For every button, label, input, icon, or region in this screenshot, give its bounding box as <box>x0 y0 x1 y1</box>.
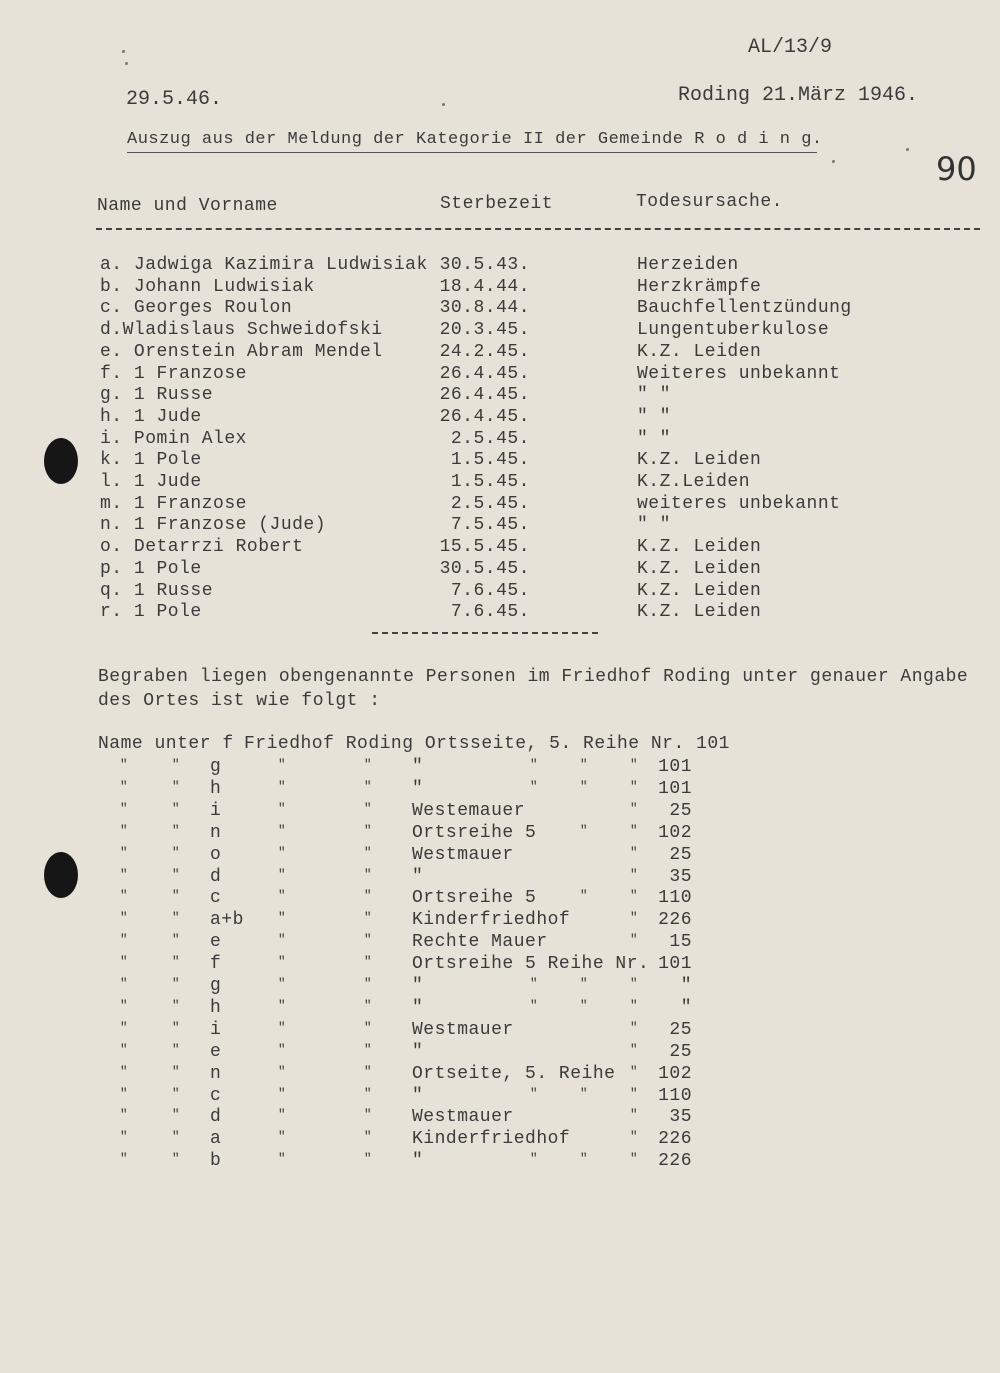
burial-place: " <box>412 866 424 887</box>
death-name: c. Georges Roulon <box>100 298 293 319</box>
ditto-mark: " <box>629 1063 639 1079</box>
ditto-mark: " <box>629 976 639 991</box>
death-date: 15.5.45. <box>439 537 530 558</box>
ditto-mark: " <box>629 1085 639 1101</box>
ditto-mark: " <box>579 1085 589 1101</box>
ditto-mark: " <box>363 932 373 948</box>
death-name: b. Johann Ludwisiak <box>100 276 315 297</box>
death-cause: K.Z. Leiden <box>637 537 762 558</box>
ditto-mark: " <box>171 932 181 948</box>
death-cause: Herzkrämpfe <box>637 276 762 297</box>
burial-place: Westemauer <box>412 800 526 821</box>
death-cause: Herzeiden <box>637 255 739 275</box>
ditto-mark: " <box>119 997 129 1013</box>
death-cause: K.Z. Leiden <box>637 341 762 362</box>
death-cause: K.Z. Leiden <box>637 580 762 601</box>
ditto-mark: " <box>171 1063 181 1079</box>
ditto-mark: " <box>277 822 287 838</box>
table-end-rule <box>372 632 598 634</box>
grave-number: 25 <box>669 1019 692 1040</box>
burial-place: Ortseite, 5. Reihe <box>412 1063 616 1084</box>
burial-letter: a <box>210 1129 222 1150</box>
ditto-mark: " <box>629 1151 639 1167</box>
ditto-mark: " <box>277 910 287 926</box>
death-date: 20.3.45. <box>439 320 530 341</box>
ditto-mark: " <box>171 778 181 794</box>
ditto-mark: " <box>171 910 181 926</box>
death-name: q. 1 Russe <box>100 580 214 601</box>
burial-letter: g <box>210 976 222 996</box>
death-date: 30.5.45. <box>439 558 530 579</box>
death-date: 24.2.45. <box>439 341 530 362</box>
ditto-mark: " <box>119 1063 129 1079</box>
burial-letter: d <box>210 866 222 887</box>
ditto-mark: " <box>579 976 589 991</box>
ditto-mark: " <box>171 800 181 816</box>
header-rule <box>96 228 980 230</box>
ditto-mark: " <box>171 757 181 772</box>
death-date: 26.4.45. <box>439 385 530 406</box>
burial-letter: i <box>210 800 222 821</box>
ditto-mark: " <box>363 1151 373 1167</box>
ditto-mark: " <box>277 778 287 794</box>
ditto-mark: " <box>629 800 639 816</box>
death-cause: K.Z. Leiden <box>637 558 762 579</box>
grave-number: 226 <box>658 910 692 931</box>
ditto-mark: " <box>529 1151 539 1167</box>
grave-number: 15 <box>669 932 692 953</box>
burial-place: Ortsreihe 5 <box>412 822 537 843</box>
ditto-mark: " <box>277 800 287 816</box>
ditto-mark: " <box>171 866 181 882</box>
burial-header-left: Name unter f <box>98 734 234 754</box>
burial-letter: i <box>210 1019 222 1040</box>
ditto-mark: " <box>119 976 129 991</box>
ditto-mark: " <box>629 932 639 948</box>
ditto-mark: " <box>363 997 373 1013</box>
ditto-mark: " <box>171 844 181 860</box>
grave-number: 101 <box>658 778 692 799</box>
ditto-mark: " <box>363 822 373 838</box>
document-title: Auszug aus der Meldung der Kategorie II der Gemeinde R o d i n g. <box>127 130 823 149</box>
death-name: p. 1 Pole <box>100 558 202 579</box>
death-name: f. 1 Franzose <box>100 363 247 384</box>
burial-letter: c <box>210 888 222 909</box>
ditto-mark: " <box>119 822 129 838</box>
ditto-mark: " <box>171 888 181 904</box>
speck <box>125 62 128 65</box>
ditto-mark: " <box>629 1129 639 1145</box>
ditto-mark: " <box>363 778 373 794</box>
ditto-mark: " <box>171 997 181 1013</box>
burial-intro-line-1: Begraben liegen obengenannte Personen im Friedhof Roding unter genauer Angabe <box>98 667 969 687</box>
ditto-mark: " <box>277 1129 287 1145</box>
death-cause: " " <box>637 428 671 449</box>
title-underline <box>127 152 817 153</box>
ditto-mark: " <box>119 1129 129 1145</box>
ditto-mark: " <box>171 976 181 991</box>
grave-number: 226 <box>658 1129 692 1150</box>
death-name: i. Pomin Alex <box>100 428 247 449</box>
speck <box>832 160 835 163</box>
grave-number: 102 <box>658 822 692 843</box>
burial-letter: h <box>210 997 222 1018</box>
burial-place: " <box>412 757 424 777</box>
ditto-mark: " <box>171 954 181 970</box>
ditto-mark: " <box>119 954 129 970</box>
ditto-mark: " <box>579 778 589 794</box>
ditto-mark: " <box>171 1129 181 1145</box>
ditto-mark: " <box>171 822 181 838</box>
grave-number: 101 <box>658 757 692 777</box>
ditto-mark: " <box>363 888 373 904</box>
death-date: 18.4.44. <box>439 276 530 297</box>
ditto-mark: " <box>277 976 287 991</box>
death-name: a. Jadwiga Kazimira Ludwisiak <box>100 255 428 275</box>
ditto-mark: " <box>363 1129 373 1145</box>
ditto-mark: " <box>119 757 129 772</box>
grave-number: 110 <box>658 1085 692 1106</box>
burial-letter: n <box>210 822 222 843</box>
ditto-mark: " <box>363 976 373 991</box>
grave-number: 35 <box>669 866 692 887</box>
burial-letter: n <box>210 1063 222 1084</box>
punch-hole-bottom <box>44 852 78 898</box>
ditto-mark: " <box>529 997 539 1013</box>
burial-letter: f <box>210 954 222 975</box>
ditto-mark: " <box>119 800 129 816</box>
burial-place: " <box>412 1041 424 1062</box>
death-cause: " " <box>637 385 671 406</box>
death-date: 30.8.44. <box>439 298 530 319</box>
ditto-mark: " <box>629 997 639 1013</box>
column-header-date: Sterbezeit <box>440 194 554 214</box>
ditto-mark: " <box>119 1085 129 1101</box>
death-cause: weiteres unbekannt <box>637 493 841 514</box>
death-date: 26.4.45. <box>439 363 530 384</box>
grave-number: 35 <box>669 1107 692 1128</box>
death-name: l. 1 Jude <box>100 472 202 492</box>
ditto-mark: " <box>363 866 373 882</box>
burial-letter: h <box>210 778 222 799</box>
death-date: 7.5.45. <box>450 515 530 536</box>
ditto-mark: " <box>363 1041 373 1057</box>
ditto-mark: " <box>629 1107 639 1123</box>
column-header-name: Name und Vorname <box>97 196 278 216</box>
grave-number: 25 <box>669 1041 692 1062</box>
death-name: r. 1 Pole <box>100 602 202 623</box>
death-cause: K.Z.Leiden <box>637 472 751 492</box>
burial-place: Ortsreihe 5 Reihe Nr. <box>412 954 650 975</box>
left-date: 29.5.46. <box>126 88 223 111</box>
burial-place: " <box>412 1151 424 1172</box>
burial-letter: a+b <box>210 910 244 931</box>
ditto-mark: " <box>579 1151 589 1167</box>
ditto-mark: " <box>363 954 373 970</box>
ditto-mark: " <box>629 1019 639 1035</box>
ditto-mark: " <box>529 778 539 794</box>
burial-letter: c <box>210 1085 222 1106</box>
death-name: m. 1 Franzose <box>100 493 247 514</box>
ditto-mark: " <box>119 1107 129 1123</box>
ditto-mark: " <box>277 1085 287 1101</box>
ditto-mark: " <box>277 997 287 1013</box>
death-name: k. 1 Pole <box>100 450 202 471</box>
ditto-mark: " <box>363 1085 373 1101</box>
death-cause: " " <box>637 406 671 427</box>
ditto-mark: " <box>529 976 539 991</box>
death-date: 2.5.45. <box>450 428 530 449</box>
burial-place: " <box>412 976 424 996</box>
ditto-mark: " <box>171 1107 181 1123</box>
document-reference: AL/13/9 <box>748 36 833 59</box>
ditto-mark: " <box>171 1151 181 1167</box>
burial-place: Kinderfriedhof <box>412 910 571 931</box>
death-name: d.Wladislaus Schweidofski <box>100 320 383 341</box>
ditto-mark: " <box>629 757 639 772</box>
ditto-mark: " <box>363 1063 373 1079</box>
ditto-mark: " <box>363 910 373 926</box>
death-cause: K.Z. Leiden <box>637 450 762 471</box>
ditto-mark: " <box>119 844 129 860</box>
ditto-mark: " <box>277 866 287 882</box>
ditto-mark: " <box>119 910 129 926</box>
ditto-mark: " <box>277 1019 287 1035</box>
ditto-mark: " <box>119 1041 129 1057</box>
burial-place: " <box>412 1085 424 1106</box>
ditto-mark: " <box>629 822 639 838</box>
grave-number: 226 <box>658 1151 692 1172</box>
grave-number: 25 <box>669 844 692 865</box>
burial-letter: b <box>210 1151 222 1172</box>
death-date: 7.6.45. <box>450 602 530 623</box>
burial-letter: e <box>210 1041 222 1062</box>
ditto-mark: " <box>277 888 287 904</box>
death-date: 1.5.45. <box>450 472 530 492</box>
burial-place: Westmauer <box>412 844 514 865</box>
ditto-mark: " <box>529 757 539 772</box>
ditto-mark: " <box>277 1041 287 1057</box>
ditto-mark: " <box>363 1019 373 1035</box>
death-name: n. 1 Franzose (Jude) <box>100 515 327 536</box>
ditto-mark: " <box>277 757 287 772</box>
grave-number: 110 <box>658 888 692 909</box>
ditto-mark: " <box>119 1019 129 1035</box>
death-cause: Weiteres unbekannt <box>637 363 841 384</box>
ditto-mark: " <box>277 1151 287 1167</box>
ditto-mark: " <box>529 1085 539 1101</box>
burial-place: Westmauer <box>412 1019 514 1040</box>
burial-letter: g <box>210 757 222 777</box>
death-name: g. 1 Russe <box>100 385 214 406</box>
ditto-mark: " <box>277 1107 287 1123</box>
ditto-mark: " <box>363 1107 373 1123</box>
burial-place: " <box>412 997 424 1018</box>
burial-letter: d <box>210 1107 222 1128</box>
death-date: 26.4.45. <box>439 406 530 427</box>
death-name: o. Detarrzi Robert <box>100 537 304 558</box>
ditto-mark: " <box>119 888 129 904</box>
death-date: 1.5.45. <box>450 450 530 471</box>
ditto-mark: " <box>119 932 129 948</box>
burial-letter: o <box>210 844 222 865</box>
burial-header-right: Friedhof Roding Ortsseite, 5. Reihe Nr. 101 <box>244 734 730 754</box>
death-name: h. 1 Jude <box>100 406 202 427</box>
speck <box>122 50 125 53</box>
ditto-mark: " <box>579 997 589 1013</box>
ditto-mark: " <box>277 844 287 860</box>
ditto-mark: " <box>629 1041 639 1057</box>
grave-number: " <box>680 976 692 996</box>
punch-hole-top <box>44 438 78 484</box>
death-cause: K.Z. Leiden <box>637 602 762 623</box>
ditto-mark: " <box>629 778 639 794</box>
grave-number: " <box>680 997 692 1018</box>
ditto-mark: " <box>629 910 639 926</box>
ditto-mark: " <box>629 844 639 860</box>
death-name: e. Orenstein Abram Mendel <box>100 341 383 362</box>
speck <box>906 148 909 151</box>
ditto-mark: " <box>629 888 639 904</box>
ditto-mark: " <box>579 822 589 838</box>
burial-place: " <box>412 778 424 799</box>
speck <box>442 103 445 106</box>
burial-intro-line-2: des Ortes ist wie folgt : <box>98 691 381 711</box>
burial-place: Westmauer <box>412 1107 514 1128</box>
ditto-mark: " <box>277 1063 287 1079</box>
ditto-mark: " <box>579 757 589 772</box>
death-cause: " " <box>637 515 671 536</box>
ditto-mark: " <box>579 888 589 904</box>
death-date: 2.5.45. <box>450 493 530 514</box>
death-date: 7.6.45. <box>450 580 530 601</box>
grave-number: 101 <box>658 954 692 975</box>
burial-letter: e <box>210 932 222 953</box>
place-date: Roding 21.März 1946. <box>678 84 919 107</box>
death-date: 30.5.43. <box>439 255 530 275</box>
ditto-mark: " <box>171 1019 181 1035</box>
grave-number: 25 <box>669 800 692 821</box>
ditto-mark: " <box>363 800 373 816</box>
page-number: 90 <box>936 150 977 188</box>
ditto-mark: " <box>171 1041 181 1057</box>
column-header-cause: Todesursache. <box>636 192 783 212</box>
ditto-mark: " <box>363 844 373 860</box>
burial-place: Kinderfriedhof <box>412 1129 571 1150</box>
ditto-mark: " <box>119 1151 129 1167</box>
ditto-mark: " <box>363 757 373 772</box>
burial-place: Rechte Mauer <box>412 932 548 953</box>
ditto-mark: " <box>171 1085 181 1101</box>
ditto-mark: " <box>277 932 287 948</box>
ditto-mark: " <box>629 866 639 882</box>
ditto-mark: " <box>277 954 287 970</box>
burial-place: Ortsreihe 5 <box>412 888 537 909</box>
death-cause: Bauchfellentzündung <box>637 298 852 319</box>
grave-number: 102 <box>658 1063 692 1084</box>
death-cause: Lungentuberkulose <box>637 320 830 341</box>
ditto-mark: " <box>119 866 129 882</box>
ditto-mark: " <box>119 778 129 794</box>
